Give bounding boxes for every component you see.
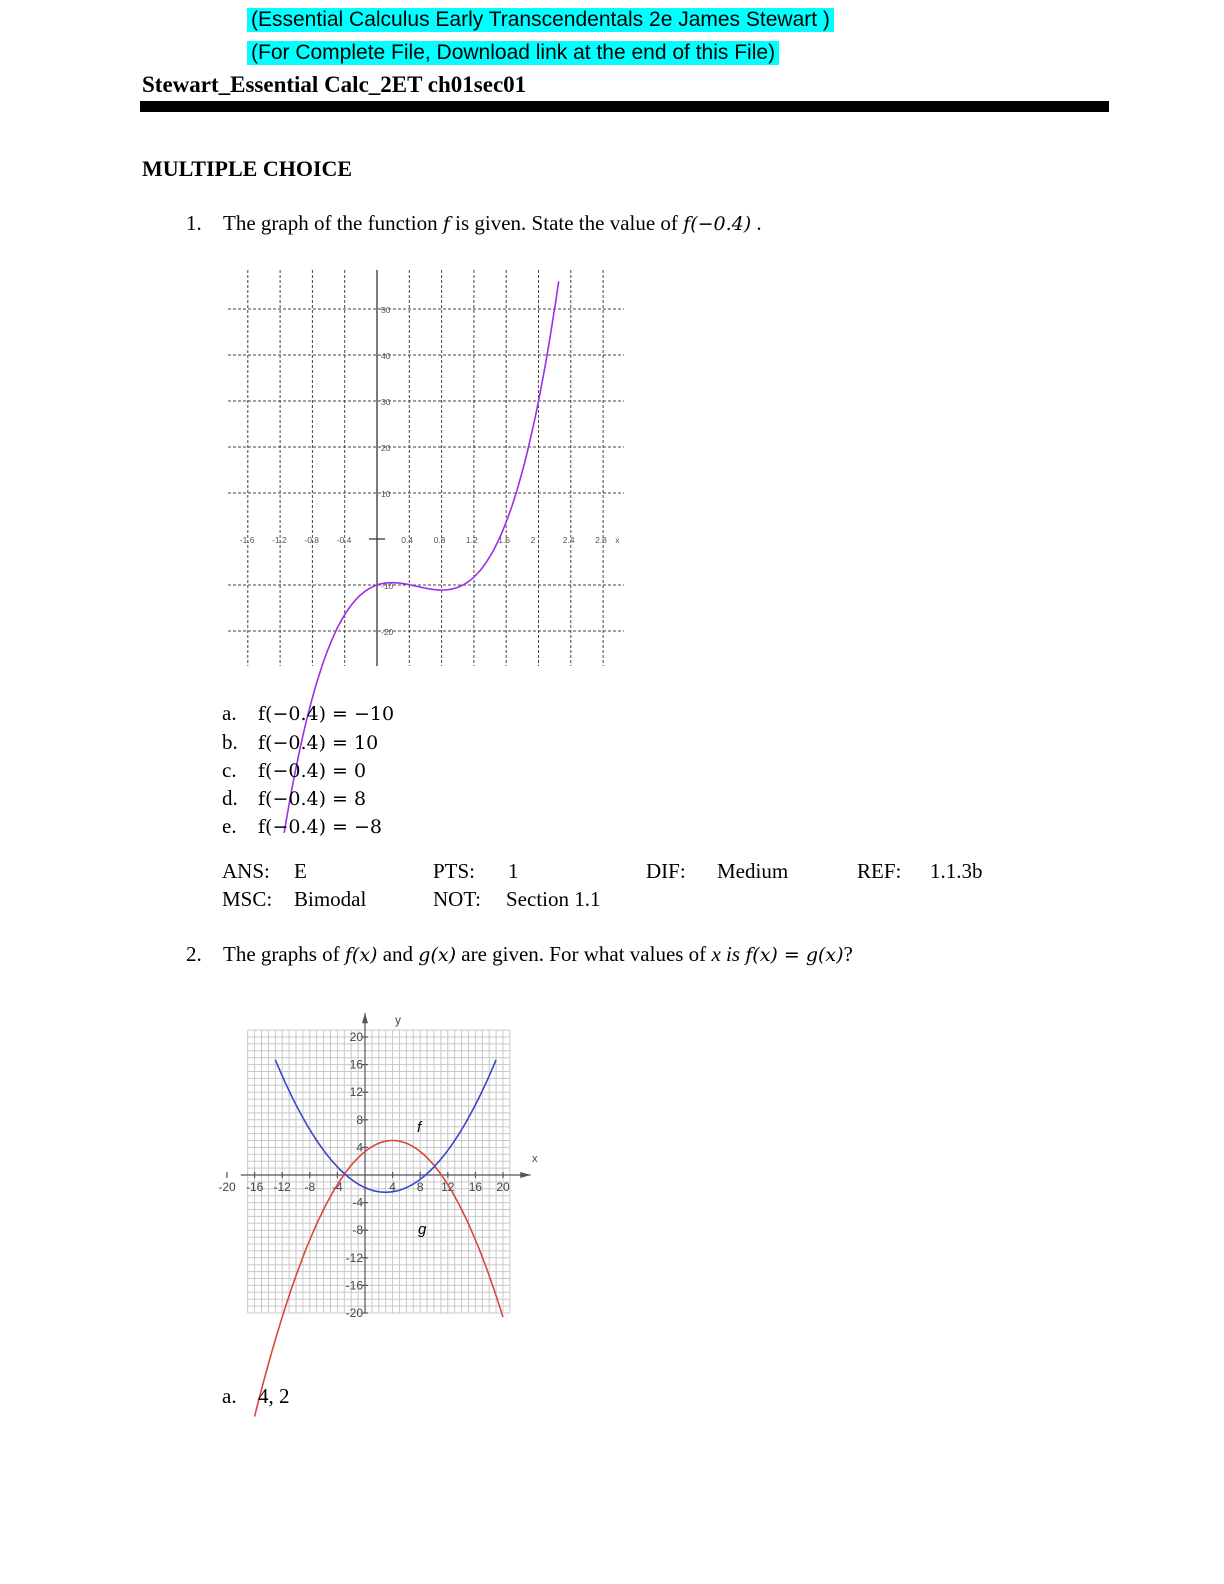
pts-value: 1 [508,859,519,883]
g-curve-label: g [418,1221,427,1238]
q1-text-before: The graph of the function [223,211,443,235]
q1-func: f [442,213,450,235]
question-1-text [223,211,762,236]
msc-value: Bimodal [294,887,367,911]
y-tick-label: 4 [356,1140,363,1155]
option-value: f(−0.4) = 10 [258,732,379,754]
q1-option-c [222,758,366,783]
question-1-number: 1. [186,211,202,235]
q1-option-a [222,701,394,726]
f-curve-label: f [417,1119,422,1136]
y-tick-label: 20 [349,1030,363,1044]
y-axis-label: y [395,1013,401,1027]
q1-text-after: . [751,211,762,235]
y-tick-label: -8 [352,1223,363,1238]
q2-x-is: x is [711,942,741,966]
q2-gx: g(x) [418,944,456,966]
y-tick-label: 10 [381,489,391,499]
x-tick-label: 1.2 [465,535,478,545]
x-tick-label: 20 [496,1180,510,1194]
x-tick-label: 12 [441,1180,455,1194]
y-tick-label: 50 [381,305,391,315]
x-tick-label: x [615,535,620,545]
q1-text-mid: is given. State the value of [449,211,684,235]
x-tick-label: 2 [530,535,536,545]
x-tick-label: -1.6 [239,535,255,545]
q2-text-3: are given. For what values of [456,942,712,966]
x-tick-label: -0.4 [336,535,352,545]
question-1-graph [228,270,624,666]
option-value: f(−0.4) = 0 [258,760,367,782]
option-value: f(−0.4) = −10 [258,703,395,725]
x-tick-label: 4 [389,1180,396,1194]
q2-option-a [222,1384,290,1409]
not-key: NOT: [433,887,481,911]
x-axis-arrow [520,1172,530,1178]
msc-key: MSC: [222,887,273,911]
option-label: c. [222,758,237,782]
x-tick-label: 16 [468,1180,483,1194]
question-2-number: 2. [186,942,202,966]
q1-option-b [222,730,378,755]
q2-text-1: The graphs of [223,942,345,966]
x-tick-label: -4 [332,1180,343,1194]
ref-key: REF: [857,859,902,883]
y-tick-label: 40 [381,351,391,361]
y-tick-label: -10 [381,581,394,591]
x-tick-label: 8 [416,1180,424,1194]
option-label: a. [222,1384,237,1408]
y-tick-label: 30 [381,397,391,407]
x-axis-label: x [532,1153,538,1165]
x-tick-label: 2.8 [595,535,607,545]
x-tick-label: -20 [218,1180,236,1194]
question-2-graph [218,1008,560,1320]
y-axis-arrow [362,1013,368,1023]
y-tick-label: -16 [345,1278,363,1293]
q1-expr: f(−0.4) [683,213,752,235]
y-tick-label: 12 [349,1085,363,1100]
y-tick-label: 20 [381,443,391,453]
document-title: Stewart_Essential Calc_2ET ch01sec01 [142,72,527,97]
section-title: MULTIPLE CHOICE [142,156,353,181]
q2-text-5: ? [843,942,853,966]
q2-text-2: and [377,942,419,966]
not-value: Section 1.1 [506,887,601,911]
option-label: e. [222,814,237,838]
y-tick-label: 8 [356,1112,363,1127]
x-tick-label: 0.4 [401,535,414,545]
q1-option-d [222,786,366,811]
option-label: d. [222,786,238,810]
header-highlight-line-2: (For Complete File, Download link at the end of this File) [247,41,779,65]
x-tick-label: -8 [304,1180,316,1194]
option-value: f(−0.4) = −8 [258,816,383,838]
q1-option-e [222,814,382,839]
ref-value: 1.1.3b [930,859,983,883]
x-tick-label: -16 [245,1180,264,1194]
ans-value: E [294,859,307,883]
y-tick-label: -20 [345,1306,363,1320]
y-tick-label: 16 [349,1057,363,1072]
ans-key: ANS: [222,859,270,883]
x-tick-label: 1.6 [498,535,511,545]
option-label: b. [222,730,238,754]
question-2-text [223,942,853,967]
header-highlight-line-1: (Essential Calculus Early Transcendentals 2e James Stewart ) [247,8,834,32]
option-label: a. [222,701,237,725]
pts-key: PTS: [433,859,476,883]
x-tick-label: 2.4 [562,535,575,545]
x-tick-label: -1.2 [272,535,287,545]
x-tick-label: -12 [273,1180,291,1194]
q2-fx: f(x) [344,944,378,966]
dif-key: DIF: [646,859,686,883]
y-tick-label: -20 [381,627,394,637]
option-value: f(−0.4) = 8 [258,788,367,810]
x-tick-label: -0.8 [304,535,320,545]
q2-equation: f(x) = g(x) [745,944,844,966]
y-tick-label: -4 [352,1195,363,1210]
y-tick-label: -12 [345,1250,363,1265]
x-tick-label: 0.8 [433,535,446,545]
dif-value: Medium [717,859,789,883]
option-value: 4, 2 [258,1384,290,1408]
title-rule [140,101,1109,112]
